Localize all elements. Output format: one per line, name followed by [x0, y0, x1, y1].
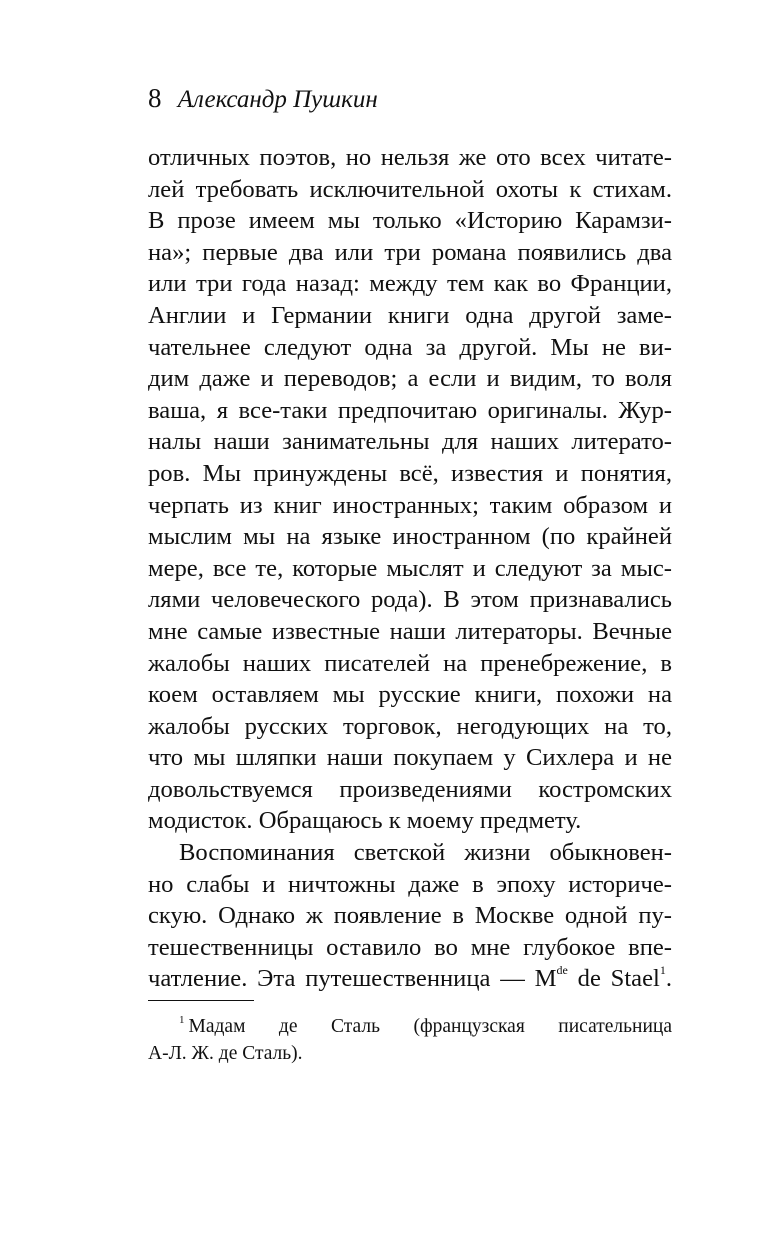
text-line: коем оставляем мы русские книги, похожи на	[148, 681, 672, 709]
footnote-line: А-Л. Ж. де Сталь).	[148, 1043, 303, 1064]
text-line: лями человеческого рода). В этом признавались	[148, 586, 672, 614]
page-number: 8	[148, 83, 162, 113]
text-line: скую. Однако ж появление в Москве одной пу-	[148, 902, 672, 930]
text-line: модисток. Обращаюсь к моему предмету.	[148, 807, 582, 835]
text-fragment: de Stael	[567, 965, 660, 993]
superscript-de: de	[556, 963, 568, 978]
text-line: дим даже и переводов; а если и видим, то воля	[148, 365, 672, 393]
text-line: жалобы русских торговок, негодующих на то,	[148, 712, 672, 740]
text-line: мере, все те, которые мыслят и следуют за мыс-	[148, 554, 672, 582]
text-line: или три года назад: между тем как во Франции,	[148, 270, 672, 298]
paragraph-1	[148, 142, 672, 837]
running-head	[148, 82, 378, 116]
text-line: довольствуемся произведениями костромских	[148, 775, 672, 803]
footnote-reference: 1	[659, 963, 666, 978]
text-line: но слабы и ничтожны даже в эпоху историче-	[148, 870, 672, 898]
text-line-final	[148, 963, 672, 995]
text-line: лей требовать исключительной охоты к стихам.	[148, 175, 672, 203]
footnote-rule	[148, 1000, 254, 1001]
text-line: ров. Мы принуждены всё, известия и понятия,	[148, 459, 672, 487]
text-fragment: чатление. Эта путешественница — M	[148, 965, 557, 993]
text-line: Воспоминания светской жизни обыкновен-	[179, 839, 672, 867]
text-line: черпать из книг иностранных; таким образом и	[148, 491, 672, 519]
text-line: жалобы наших писателей на пренебрежение, в	[148, 649, 672, 677]
text-fragment: .	[665, 965, 673, 993]
text-line: на»; первые два или три романа появились два	[148, 238, 672, 266]
text-line: налы наши занимательны для наших литерато-	[148, 428, 672, 456]
text-line: Англии и Германии книги одна другой заме-	[148, 301, 672, 329]
paragraph-2	[148, 837, 672, 995]
footnote-line	[148, 1013, 672, 1040]
text-line: мне самые известные наши литераторы. Вечные	[148, 617, 672, 645]
text-line: мыслим мы на языке иностранном (по крайней	[148, 523, 672, 551]
footnote-text: Мадам де Сталь (французская писательница	[188, 1016, 672, 1037]
footnote	[148, 1013, 672, 1067]
text-line: отличных поэтов, но нельзя же ото всех читате-	[148, 144, 672, 171]
text-line: чательнее следуют одна за другой. Мы не ви-	[148, 333, 672, 361]
text-line: что мы шляпки наши покупаем у Сихлера и не	[148, 744, 672, 772]
text-line: В прозе имеем мы только «Историю Карамзи-	[148, 207, 672, 235]
running-head-author: Александр Пушкин	[177, 86, 378, 113]
footnote-marker: 1	[179, 1013, 185, 1026]
body-text	[148, 142, 672, 995]
text-line: ваша, я все-таки предпочитаю оригиналы. Жур-	[148, 396, 672, 424]
text-line: тешественницы оставило во мне глубокое впе-	[148, 933, 672, 961]
